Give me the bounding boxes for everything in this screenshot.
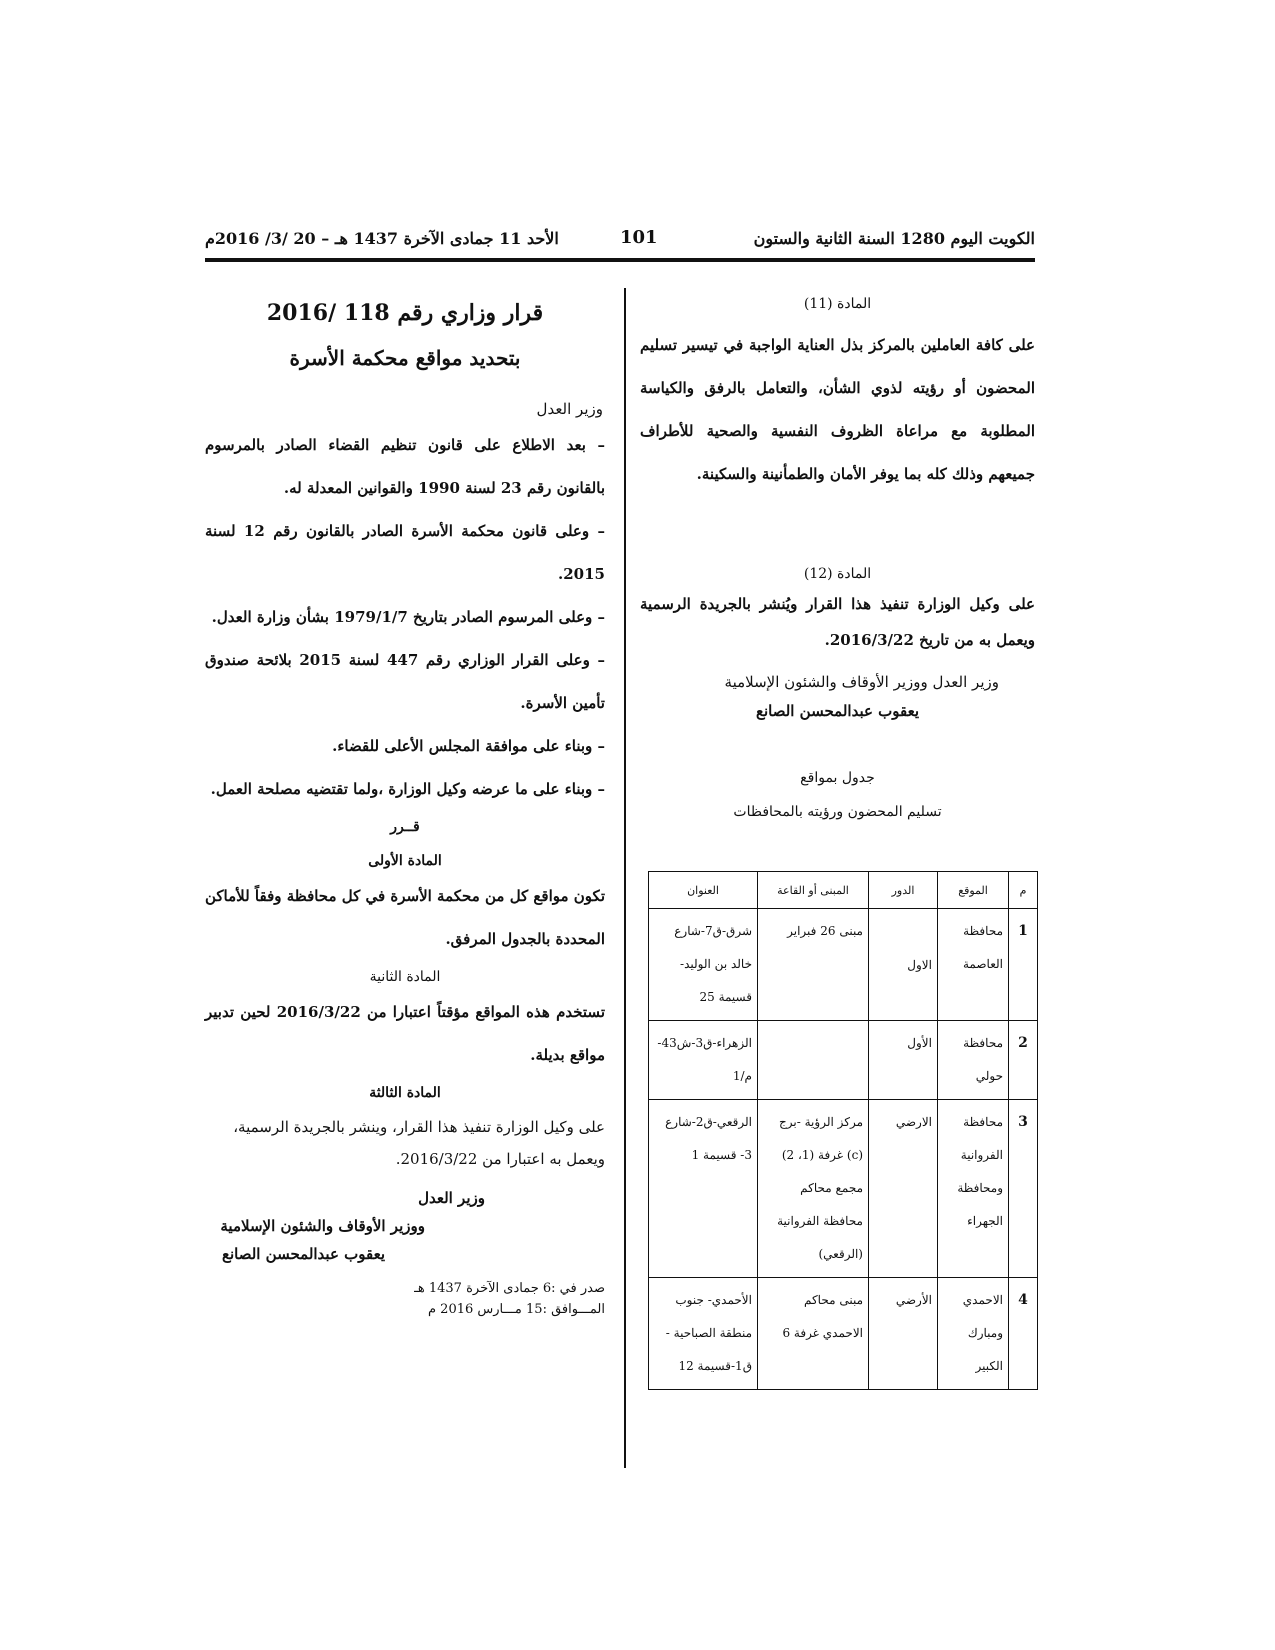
row-number: 1	[1009, 909, 1038, 1021]
decree-title: قرار وزاري رقم 118 /2016	[266, 300, 544, 326]
row-number: 2	[1009, 1021, 1038, 1100]
decree-subject: بتحديد مواقع محكمة الأسرة	[289, 346, 521, 370]
table-row	[649, 909, 1038, 1021]
decided-heading: قــرر	[390, 819, 420, 835]
issue-date-hijri: صدر في :6 جمادى الآخرة 1437 هـ	[414, 1281, 605, 1296]
table-title: جدول بمواقع	[800, 770, 875, 786]
preamble-item: – وعلى قانون محكمة الأسرة الصادر بالقانون رقم 12 لسنة 2015.	[205, 522, 605, 583]
article-11-text: على كافة العاملين بالمركز بذل العناية الواجبة في تيسير تسليم المحضون أو رؤيته لذوي الشأن، والتعامل بالرفق والكياسة المطلوبة مع مراعاة الظروف النفسية والصحية للأطراف جميعهم وذلك كله بما يوفر الأمان والطمأنينة والسكينة.	[640, 336, 1035, 483]
row-site: محافظة الفروانية ومحافظة الجهراء	[938, 1100, 1009, 1278]
page-number: 101	[620, 227, 658, 248]
row-floor: الارضي	[869, 1100, 938, 1278]
table-subtitle: تسليم المحضون ورؤيته بالمحافظات	[733, 804, 942, 820]
article-11-heading: المادة (11)	[803, 296, 872, 312]
row-address: الأحمدي- جنوب منطقة الصباحية - ق1-قسيمة 12	[649, 1278, 758, 1390]
table-row	[649, 1278, 1038, 1390]
table-row	[649, 1021, 1038, 1100]
row-floor: الاول	[869, 909, 938, 1021]
signature-line-2: ووزير الأوقاف والشئون الإسلامية	[220, 1217, 425, 1235]
column-divider	[624, 288, 626, 1468]
signature-line-1: وزير العدل	[418, 1189, 485, 1207]
row-building: مركز الرؤية -برج (c) غرفة (1، 2) مجمع محاكم محافظة الفروانية (الرقعي)	[758, 1100, 869, 1278]
article-12-text: على وكيل الوزارة تنفيذ هذا القرار ويُنشر بالجريدة الرسمية ويعمل به من تاريخ 2016/3/22.	[640, 595, 1035, 649]
article-12-heading: المادة (12)	[803, 566, 872, 582]
row-address: شرق-ق7-شارع خالد بن الوليد- قسيمة 25	[649, 909, 758, 1021]
preamble-item: – وبناء على موافقة المجلس الأعلى للقضاء.	[332, 737, 605, 755]
row-address: الرقعي-ق2-شارع 3- قسيمة 1	[649, 1100, 758, 1278]
col-header-site: الموقع	[938, 872, 1009, 909]
row-site: الاحمدي ومبارك الكبير	[938, 1278, 1009, 1390]
article-1-text: تكون مواقع كل من محكمة الأسرة في كل محافظة وفقاً للأماكن المحددة بالجدول المرفق.	[205, 887, 605, 948]
article-3-heading: المادة الثالثة	[369, 1085, 441, 1101]
row-site: محافظة حولي	[938, 1021, 1009, 1100]
issue-date: الأحد 11 جمادى الآخرة 1437 هـ – 20 /3/ 2016م	[205, 229, 559, 248]
minister-title: وزير العدل	[536, 400, 603, 418]
gazette-issue: الكويت اليوم 1280 السنة الثانية والستون	[753, 229, 1035, 248]
article-3-text: على وكيل الوزارة تنفيذ هذا القرار، وينشر بالجريدة الرسمية، ويعمل به اعتبارا من 2016/3/22.	[233, 1118, 605, 1168]
signature-name: يعقوب عبدالمحسن الصانع	[221, 1245, 385, 1263]
left-column	[205, 300, 605, 1317]
article-1-heading: المادة الأولى	[368, 853, 442, 869]
row-number: 4	[1009, 1278, 1038, 1390]
col-header-floor: الدور	[869, 872, 938, 909]
col-header-address: العنوان	[649, 872, 758, 909]
col-header-building: المبنى أو القاعة	[758, 872, 869, 909]
preamble-item: – وعلى المرسوم الصادر بتاريخ 1979/1/7 بشأن وزارة العدل.	[211, 608, 605, 626]
row-building: مبنى محاكم الاحمدي غرفة 6	[758, 1278, 869, 1390]
preamble-item: – وبناء على ما عرضه وكيل الوزارة ،ولما تقتضيه مصلحة العمل.	[210, 780, 605, 798]
signature-name: يعقوب عبدالمحسن الصانع	[755, 702, 920, 720]
signature-title: وزير العدل ووزير الأوقاف والشئون الإسلامية	[724, 673, 999, 691]
sites-table	[648, 871, 1038, 1390]
right-column	[640, 296, 1035, 820]
article-2-heading: المادة الثانية	[369, 969, 441, 985]
row-floor: الأرضي	[869, 1278, 938, 1390]
row-building	[758, 1021, 869, 1100]
header-rule	[205, 258, 1035, 262]
table-row	[649, 1100, 1038, 1278]
col-header-number: م	[1009, 872, 1038, 909]
row-building: مبنى 26 فبراير	[758, 909, 869, 1021]
table-header-row	[649, 872, 1038, 909]
page-header	[205, 221, 1035, 255]
article-2-text: تستخدم هذه المواقع مؤقتاً اعتبارا من 2016/3/22 لحين تدبير مواقع بديلة.	[205, 1003, 605, 1064]
row-address: الزهراء-ق3-ش43-م/1	[649, 1021, 758, 1100]
row-floor: الأول	[869, 1021, 938, 1100]
issue-date-gregorian: المـــوافق :15 مـــارس 2016 م	[427, 1302, 605, 1317]
row-site: محافظة العاصمة	[938, 909, 1009, 1021]
row-number: 3	[1009, 1100, 1038, 1278]
preamble-item: – بعد الاطلاع على قانون تنظيم القضاء الصادر بالمرسوم بالقانون رقم 23 لسنة 1990 والقوانين المعدلة له.	[205, 436, 605, 497]
preamble-item: – وعلى القرار الوزاري رقم 447 لسنة 2015 بلائحة صندوق تأمين الأسرة.	[205, 651, 605, 712]
